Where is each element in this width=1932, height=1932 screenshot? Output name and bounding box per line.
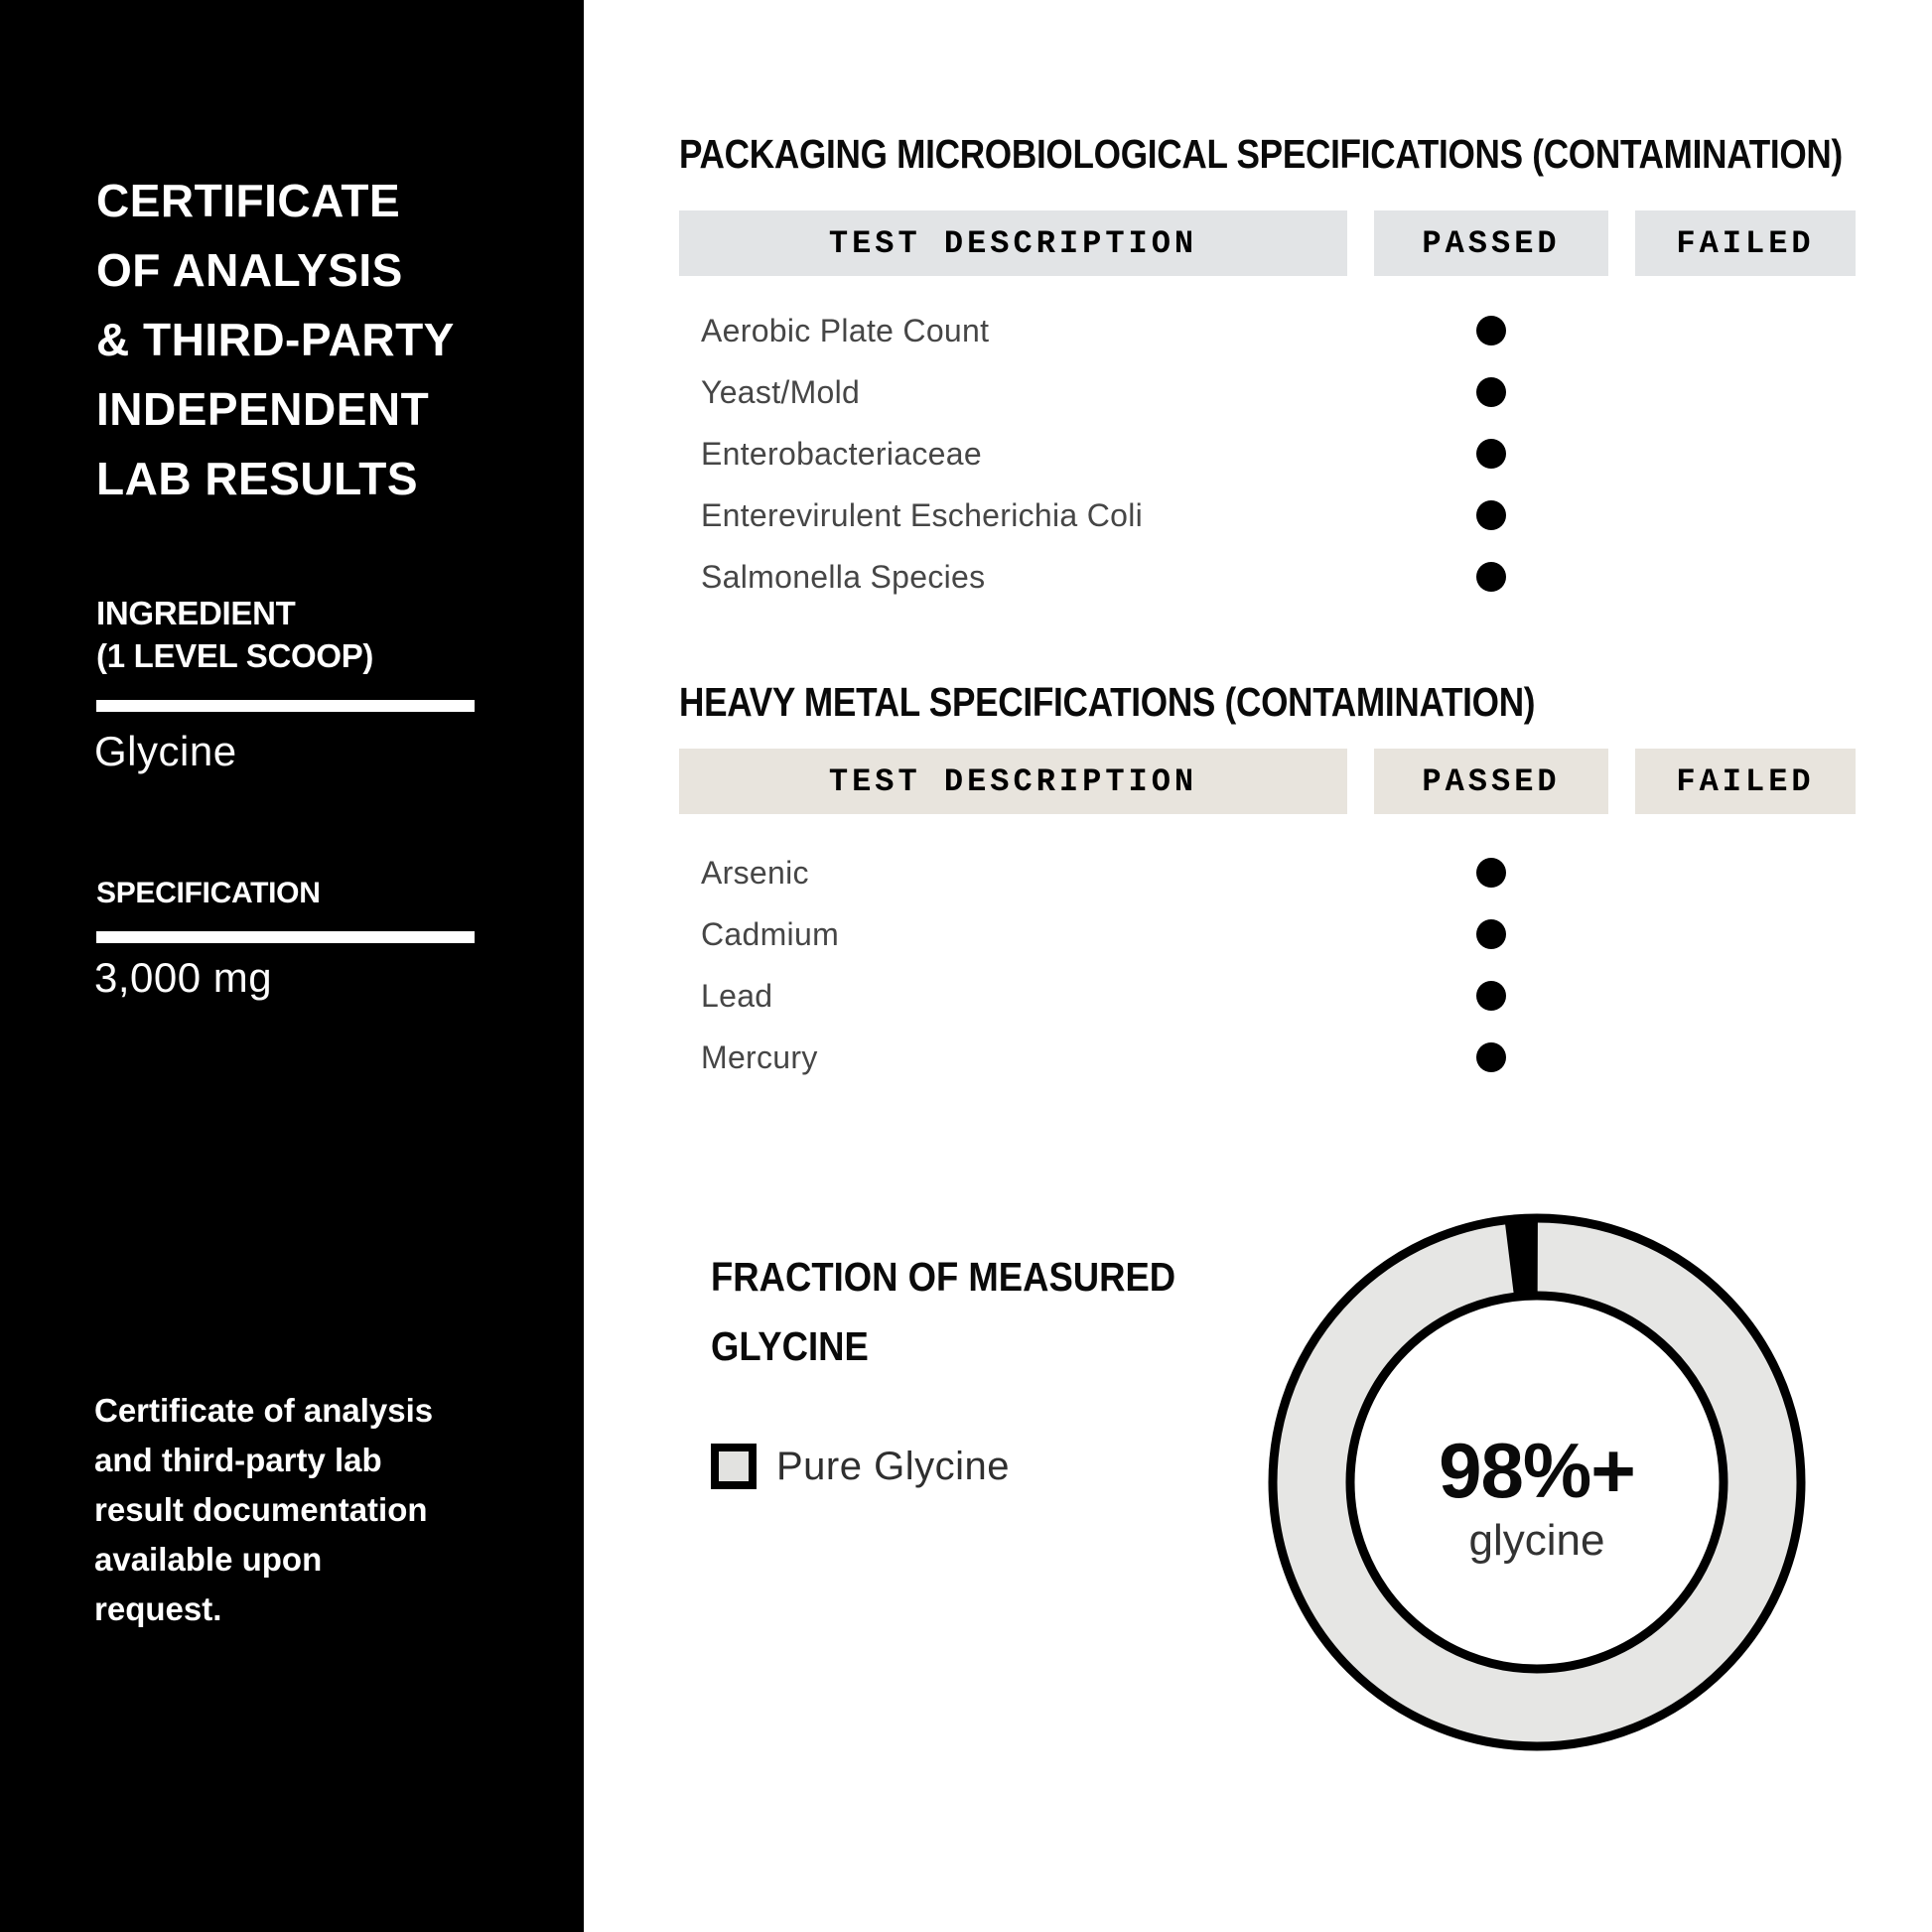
test-description-cell: Lead bbox=[701, 977, 773, 1014]
glycine-purity-donut-chart bbox=[1266, 1211, 1808, 1753]
donut-center-text bbox=[1266, 1211, 1808, 1753]
main-content bbox=[584, 0, 1932, 1932]
test-description-cell: Arsenic bbox=[701, 854, 809, 891]
microbiological-section-title: PACKAGING MICROBIOLOGICAL SPECIFICATIONS (CONTAMINATION) bbox=[679, 131, 1843, 177]
passed-cell bbox=[1374, 1027, 1608, 1088]
table-body bbox=[679, 842, 1856, 1088]
legend-label: Pure Glycine bbox=[776, 1444, 1010, 1488]
column-header-test-description: TEST DESCRIPTION bbox=[679, 210, 1347, 276]
page-title-line: LAB RESULTS bbox=[96, 452, 419, 504]
column-header-failed: FAILED bbox=[1635, 210, 1856, 276]
failed-cell bbox=[1635, 965, 1856, 1027]
table-body bbox=[679, 300, 1856, 608]
microbiological-spec-section bbox=[679, 133, 1856, 608]
passed-cell bbox=[1374, 300, 1608, 361]
page-title bbox=[96, 166, 455, 513]
heavy-metal-section-title: HEAVY METAL SPECIFICATIONS (CONTAMINATION) bbox=[679, 679, 1536, 725]
passed-cell bbox=[1374, 484, 1608, 546]
table-row bbox=[679, 1027, 1856, 1088]
legend-swatch-icon bbox=[711, 1444, 757, 1489]
test-description-cell: Aerobic Plate Count bbox=[701, 312, 990, 348]
table-row bbox=[679, 300, 1856, 361]
table-row bbox=[679, 965, 1856, 1027]
page-title-line: INDEPENDENT bbox=[96, 382, 430, 435]
specification-divider bbox=[96, 931, 475, 943]
table-row bbox=[679, 361, 1856, 423]
test-description-cell: Enterevirulent Escherichia Coli bbox=[701, 496, 1144, 533]
ingredient-sublabel: (1 LEVEL SCOOP) bbox=[96, 637, 374, 674]
test-description-cell: Mercury bbox=[701, 1038, 818, 1075]
column-header-test-description: TEST DESCRIPTION bbox=[679, 749, 1347, 814]
failed-cell bbox=[1635, 361, 1856, 423]
passed-cell bbox=[1374, 965, 1608, 1027]
test-description-cell: Salmonella Species bbox=[701, 558, 986, 595]
table-row bbox=[679, 423, 1856, 484]
table-header-row bbox=[679, 749, 1856, 814]
heavy-metal-spec-section bbox=[679, 681, 1856, 1088]
passed-cell bbox=[1374, 546, 1608, 608]
column-header-passed: PASSED bbox=[1374, 210, 1608, 276]
passed-cell bbox=[1374, 842, 1608, 903]
passed-cell bbox=[1374, 423, 1608, 484]
passed-cell bbox=[1374, 903, 1608, 965]
ingredient-value: Glycine bbox=[94, 728, 237, 774]
purity-percentage: 98%+ bbox=[1439, 1427, 1635, 1514]
passed-cell bbox=[1374, 361, 1608, 423]
failed-cell bbox=[1635, 546, 1856, 608]
fraction-heading: FRACTION OF MEASURED bbox=[711, 1255, 1176, 1301]
test-description-cell: Enterobacteriaceae bbox=[701, 435, 982, 472]
page-title-line: OF ANALYSIS bbox=[96, 243, 403, 296]
table-row bbox=[679, 546, 1856, 608]
page-title-line: CERTIFICATE bbox=[96, 174, 401, 226]
failed-cell bbox=[1635, 484, 1856, 546]
page-title-line: & THIRD-PARTY bbox=[96, 313, 455, 365]
column-header-passed: PASSED bbox=[1374, 749, 1608, 814]
ingredient-label: INGREDIENT (1 LEVEL SCOOP) bbox=[96, 592, 373, 677]
ingredient-divider bbox=[96, 700, 475, 712]
table-row bbox=[679, 484, 1856, 546]
table-row bbox=[679, 903, 1856, 965]
availability-footnote: Certificate of analysis and third-party lab result documentation available upon request. bbox=[94, 1392, 434, 1627]
specification-label: SPECIFICATION bbox=[96, 877, 321, 909]
specification-value: 3,000 mg bbox=[94, 954, 273, 1001]
chart-legend bbox=[711, 1444, 1267, 1489]
table-row bbox=[679, 842, 1856, 903]
failed-cell bbox=[1635, 903, 1856, 965]
column-header-failed: FAILED bbox=[1635, 749, 1856, 814]
failed-cell bbox=[1635, 842, 1856, 903]
failed-cell bbox=[1635, 1027, 1856, 1088]
table-header-row bbox=[679, 210, 1856, 276]
purity-label: glycine bbox=[1468, 1516, 1605, 1565]
failed-cell bbox=[1635, 300, 1856, 361]
sidebar bbox=[0, 0, 584, 1932]
fraction-heading: GLYCINE bbox=[711, 1324, 869, 1370]
test-description-cell: Cadmium bbox=[701, 915, 840, 952]
failed-cell bbox=[1635, 423, 1856, 484]
test-description-cell: Yeast/Mold bbox=[701, 373, 861, 410]
fraction-section bbox=[711, 1243, 1267, 1489]
